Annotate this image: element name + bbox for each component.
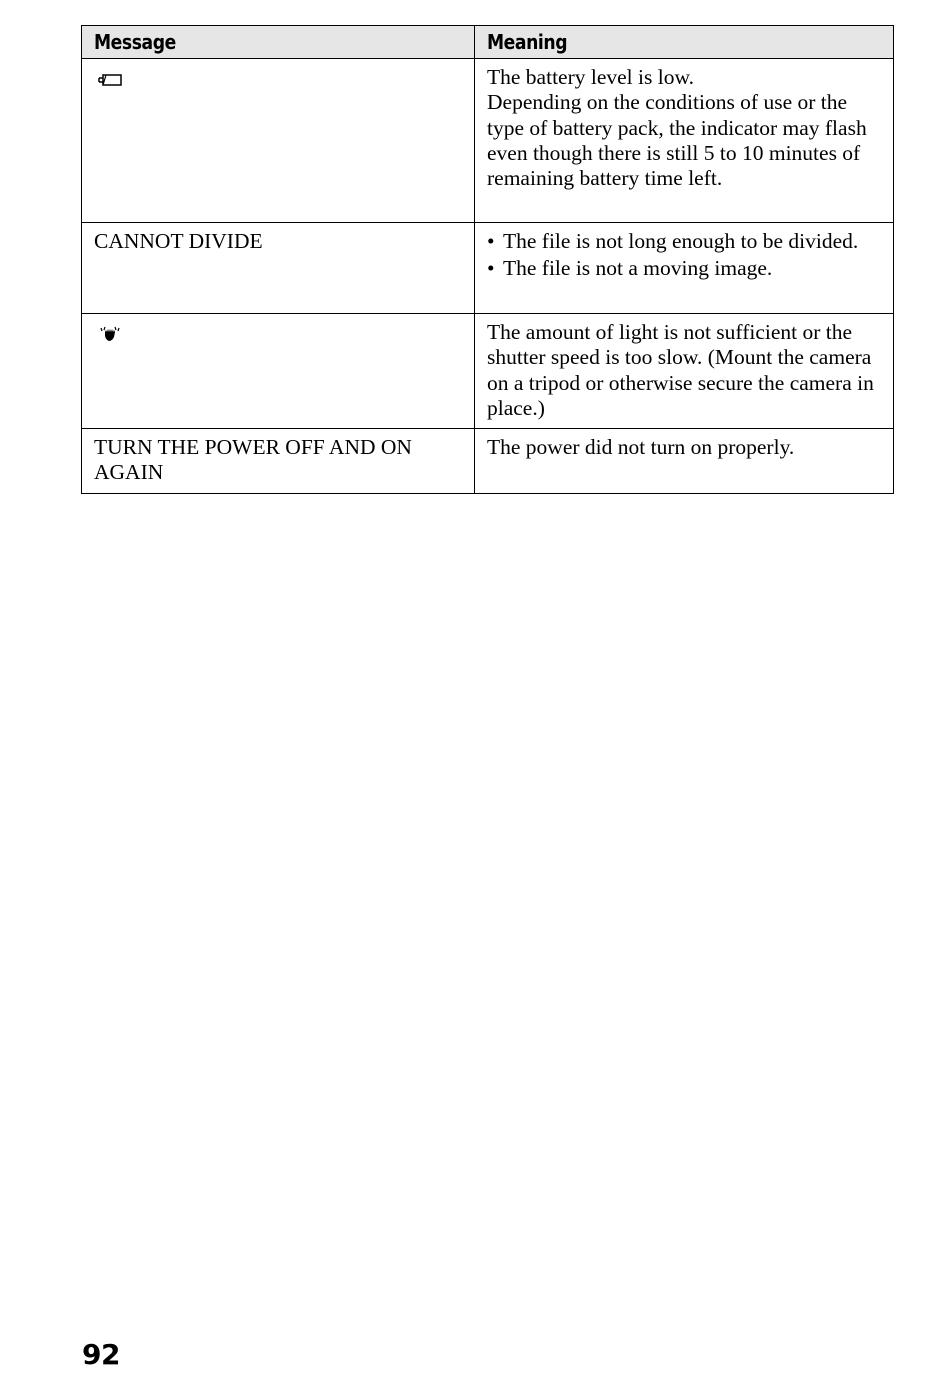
page-number: 92: [82, 1338, 120, 1371]
meaning-cell: [475, 314, 894, 429]
meaning-text: The power did not turn on properly.: [487, 435, 795, 460]
table-header-row: [82, 26, 894, 59]
meaning-cell: [475, 59, 894, 223]
table-row: [82, 223, 894, 314]
table-row: [82, 429, 894, 494]
message-cell: [82, 223, 475, 314]
message-column-header: [82, 26, 475, 59]
meaning-cell: [475, 223, 894, 314]
meaning-line: The battery level is low.: [487, 65, 694, 89]
meaning-cell: [475, 429, 894, 494]
meaning-header-label: Meaning: [487, 30, 568, 54]
meaning-bullet: • The file is not long enough to be divided.: [487, 229, 881, 254]
table-row: [82, 314, 894, 429]
meaning-bullet: • The file is not a moving image.: [487, 256, 881, 281]
message-cell: [82, 59, 475, 223]
message-text: CANNOT DIVIDE: [94, 229, 263, 253]
meaning-line: Depending on the conditions of use or the type of battery pack, the indicator may flash even though there is still 5 to 10 minutes of remaining battery time left.: [487, 90, 867, 191]
meaning-column-header: [475, 26, 894, 59]
message-meaning-table: [81, 25, 894, 494]
low-battery-icon: [96, 69, 124, 94]
message-text: TURN THE POWER OFF AND ON AGAIN: [94, 435, 412, 485]
table-row: [82, 59, 894, 223]
camera-shake-warning-icon: [96, 324, 124, 349]
message-cell: [82, 314, 475, 429]
message-header-label: Message: [94, 30, 176, 54]
message-cell: [82, 429, 475, 494]
meaning-text: The amount of light is not sufficient or the shutter speed is too slow. (Mount the camera on a tripod or otherwise secure the camera in place.): [487, 320, 874, 420]
meaning-bullet-list: [487, 229, 881, 282]
